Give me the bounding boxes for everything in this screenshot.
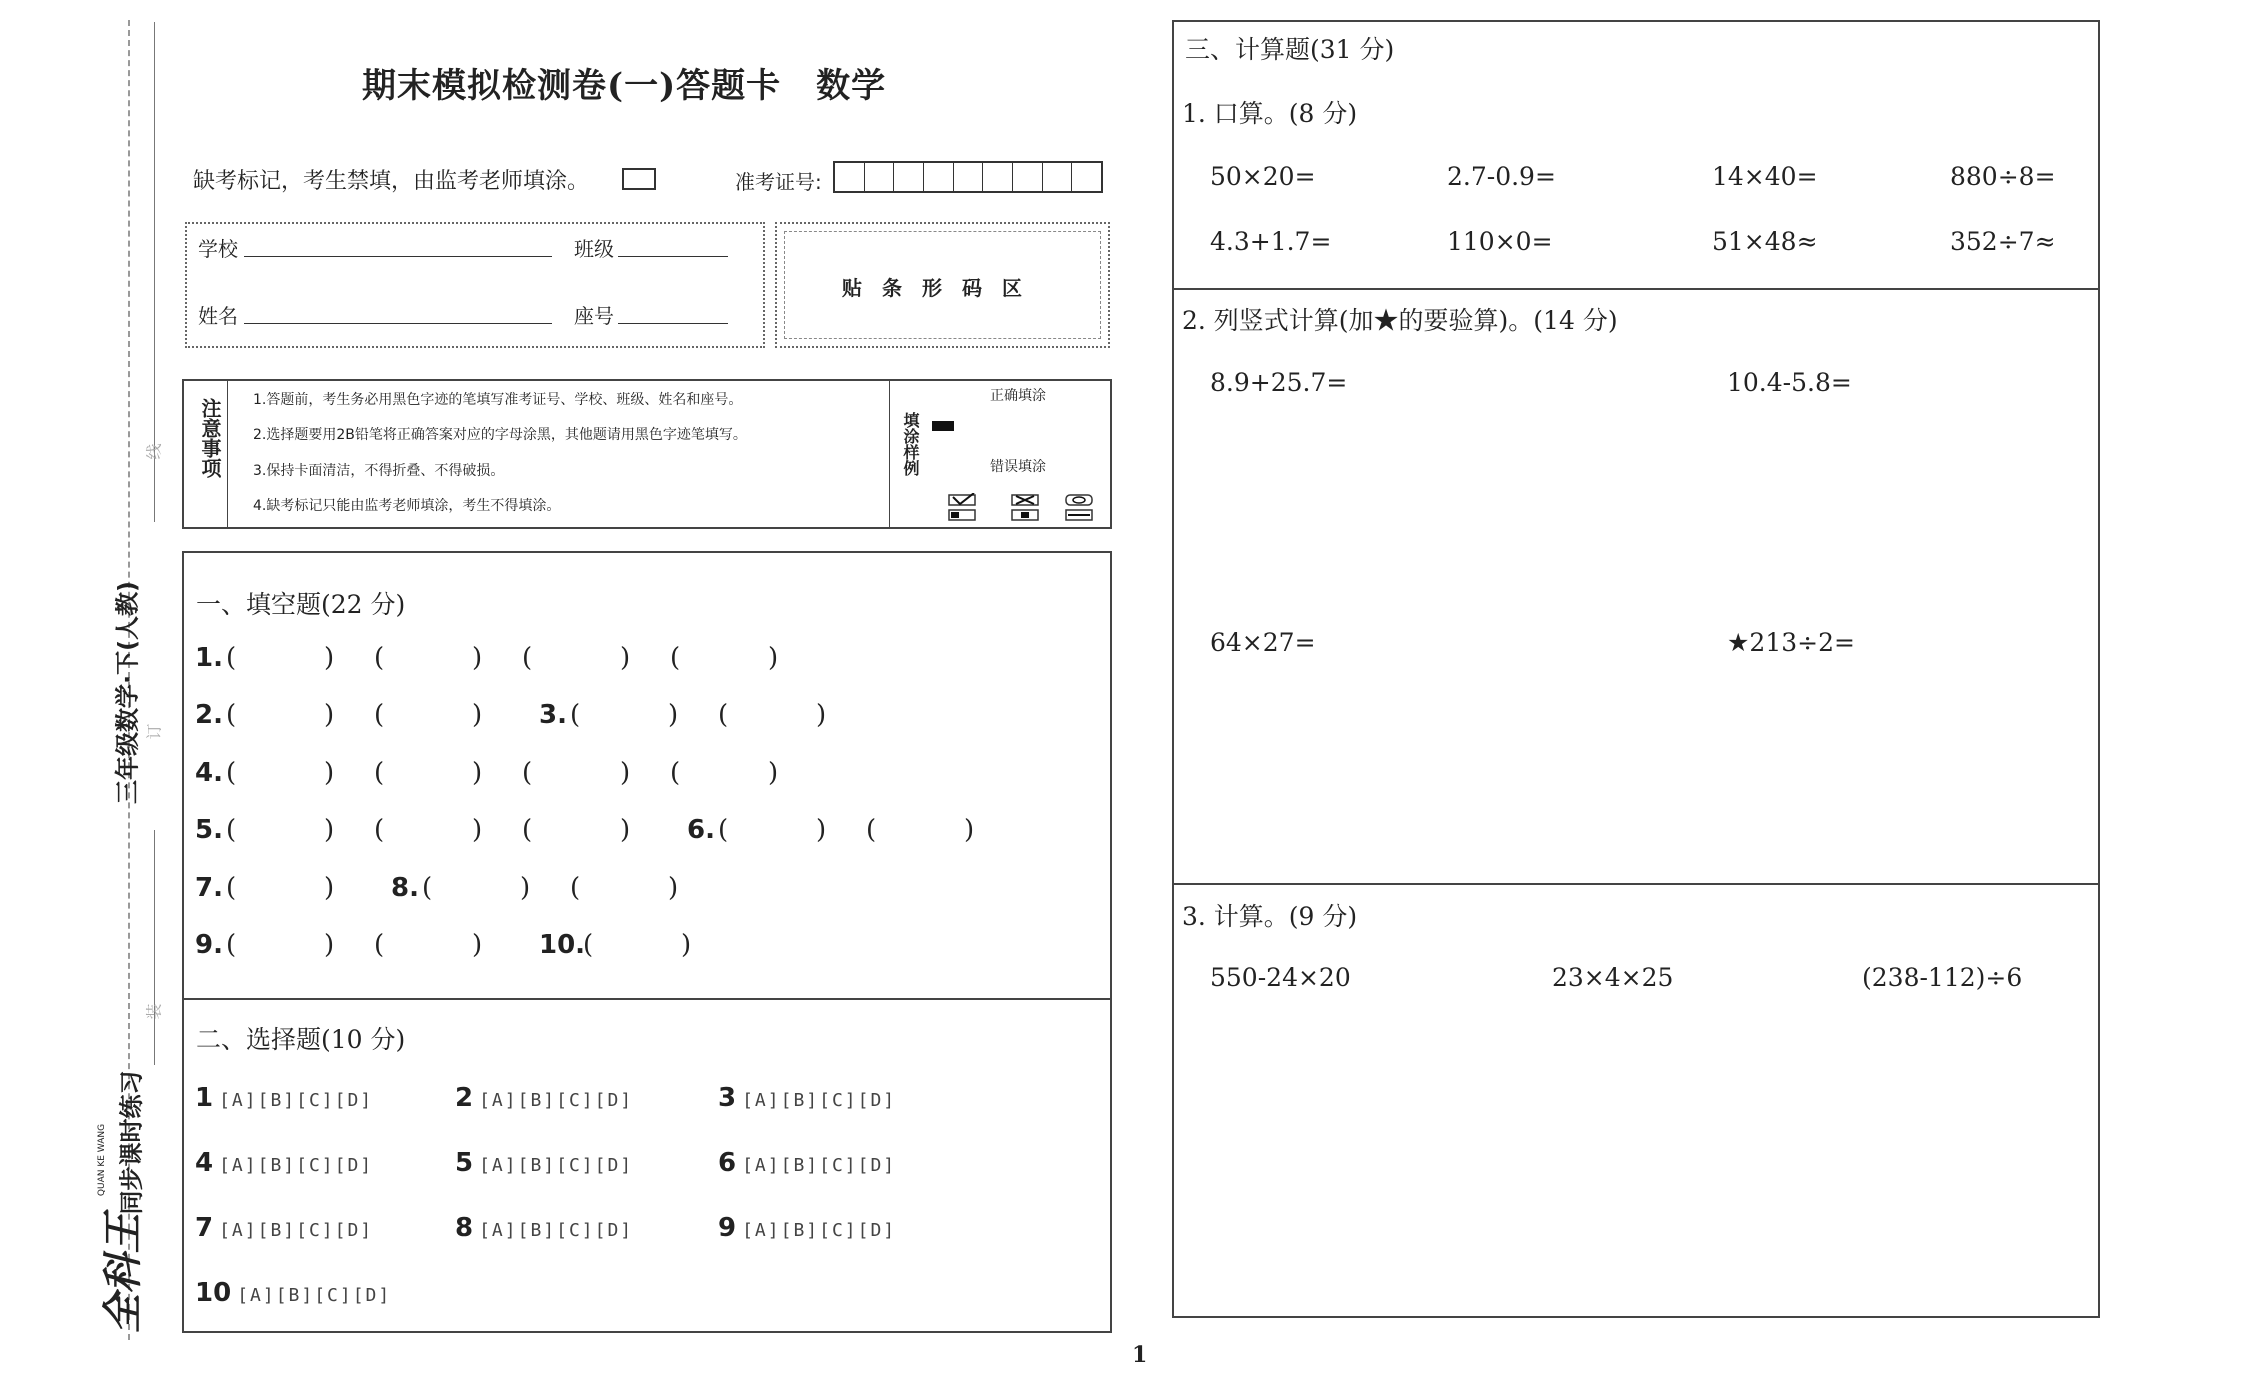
fill-example-label: 填涂样例: [901, 412, 920, 476]
choice-item[interactable]: [455, 1148, 633, 1178]
exam-id-cell[interactable]: [1042, 163, 1072, 191]
vertical-heading: 2. 列竖式计算(加★的要验算)。(14 分): [1182, 306, 1618, 335]
oral-heading: 1. 口算。(8 分): [1182, 99, 1358, 128]
exam-id-cell[interactable]: [1012, 163, 1042, 191]
absence-mark-box[interactable]: [622, 168, 656, 190]
exam-id-cell[interactable]: [1071, 163, 1101, 191]
exam-id-cell[interactable]: [953, 163, 983, 191]
correct-fill-sample: [932, 421, 954, 431]
choice-options[interactable]: [A][B][C][D]: [479, 1090, 634, 1111]
choice-options[interactable]: [A][B][C][D]: [237, 1285, 392, 1306]
choice-options[interactable]: [A][B][C][D]: [479, 1155, 634, 1176]
vertical-item-4: ★213÷2=: [1727, 628, 1855, 657]
wrong-fill-samples: [948, 493, 1098, 523]
spine-label: 三年级数学·下(人教): [113, 580, 142, 805]
compute-item-1: 550-24×20: [1210, 963, 1351, 992]
choice-options[interactable]: [A][B][C][D]: [742, 1090, 897, 1111]
notice-divider-left: [227, 380, 228, 528]
choice-item[interactable]: [195, 1148, 373, 1178]
class-field[interactable]: [618, 256, 728, 257]
calc-heading: 三、计算题(31 分): [1185, 35, 1395, 64]
choice-number: 4: [195, 1148, 214, 1178]
fill-blank-number: 5.: [195, 815, 223, 845]
choice-item[interactable]: [718, 1148, 896, 1178]
choice-number: 10: [195, 1278, 232, 1308]
oral-item: 50×20=: [1210, 162, 1316, 191]
school-field[interactable]: [244, 256, 552, 257]
choice-number: 6: [718, 1148, 737, 1178]
wrong-fill-icons: [948, 493, 1098, 523]
oral-item: 110×0=: [1447, 227, 1553, 256]
fill-blank-number: 8.: [391, 873, 419, 903]
fill-blank-number: 1.: [195, 643, 223, 673]
logo-pinyin: QUAN KE WANG: [97, 1123, 108, 1197]
choice-options[interactable]: [A][B][C][D]: [742, 1155, 897, 1176]
fill-blank-number: 2.: [195, 700, 223, 730]
notice-item-2: 2.选择题要用2B铅笔将正确答案对应的字母涂黑，其他题请用黑色字迹笔填写。: [253, 427, 747, 443]
seat-field[interactable]: [618, 323, 728, 324]
exam-id-cell[interactable]: [982, 163, 1012, 191]
logo-text: 全科王: [100, 1213, 147, 1334]
barcode-label: 贴 条 形 码 区: [842, 276, 1022, 300]
fill-blank-number: 9.: [195, 930, 223, 960]
absence-note: 缺考标记，考生禁填，由监考老师填涂。: [193, 169, 590, 194]
cut-mark-ding: 订: [144, 723, 164, 740]
choice-number: 8: [455, 1213, 474, 1243]
right-answer-box: [1172, 20, 2100, 1318]
oral-item: 51×48≈: [1712, 227, 1818, 256]
fill-blank-heading: 一、填空题(22 分): [196, 590, 406, 619]
exam-id-label: 准考证号:: [735, 170, 822, 194]
logo-sub: 同步课时练习: [117, 1070, 146, 1215]
name-field[interactable]: [244, 323, 552, 324]
vertical-item-2: 10.4-5.8=: [1727, 368, 1852, 397]
vertical-item-3: 64×27=: [1210, 628, 1316, 657]
oral-item: 4.3+1.7=: [1210, 227, 1332, 256]
choice-options[interactable]: [A][B][C][D]: [742, 1220, 897, 1241]
class-label: 班级: [574, 237, 614, 261]
cut-mark-xian: 线: [144, 443, 164, 460]
choice-number: 5: [455, 1148, 474, 1178]
fill-blank-number: 3.: [539, 700, 567, 730]
oral-item: 352÷7≈: [1950, 227, 2056, 256]
choice-number: 9: [718, 1213, 737, 1243]
choice-item[interactable]: [195, 1213, 373, 1243]
page-title: 期末模拟检测卷(一)答题卡 数学: [362, 66, 887, 106]
name-label: 姓名: [198, 304, 238, 328]
oral-item: 880÷8=: [1950, 162, 2056, 191]
spine-rule-bottom: [154, 830, 155, 1065]
choice-number: 1: [195, 1083, 214, 1113]
notice-item-3: 3.保持卡面清洁，不得折叠、不得破损。: [253, 463, 505, 479]
oral-item: 14×40=: [1712, 162, 1818, 191]
calc-divider-1: [1172, 288, 2100, 290]
student-info-box: [185, 222, 765, 348]
choice-number: 7: [195, 1213, 214, 1243]
choice-item[interactable]: [455, 1083, 633, 1113]
compute-heading: 3. 计算。(9 分): [1182, 902, 1358, 931]
notice-item-4: 4.缺考标记只能由监考老师填涂，考生不得填涂。: [253, 498, 561, 514]
exam-id-cell[interactable]: [893, 163, 923, 191]
calc-divider-2: [1172, 883, 2100, 885]
section-divider-1-2: [182, 998, 1112, 1000]
correct-fill-label: 正确填涂: [990, 388, 1046, 404]
exam-id-cell[interactable]: [923, 163, 953, 191]
choice-options[interactable]: [A][B][C][D]: [219, 1090, 374, 1111]
choice-number: 2: [455, 1083, 474, 1113]
notice-title: 注意事项: [198, 398, 222, 478]
page-number: 1: [1132, 1342, 1148, 1368]
seat-label: 座号: [574, 304, 614, 328]
oral-item: 2.7-0.9=: [1447, 162, 1556, 191]
exam-id-cell[interactable]: [835, 163, 864, 191]
choice-item[interactable]: [718, 1083, 896, 1113]
compute-item-3: (238-112)÷6: [1862, 963, 2023, 992]
choice-heading: 二、选择题(10 分): [196, 1025, 406, 1054]
choice-options[interactable]: [A][B][C][D]: [219, 1220, 374, 1241]
notice-item-1: 1.答题前，考生务必用黑色字迹的笔填写准考证号、学校、班级、姓名和座号。: [253, 392, 743, 408]
notice-divider-right: [889, 380, 890, 528]
fill-blank-number: 10.: [539, 930, 586, 960]
choice-item[interactable]: [195, 1278, 391, 1308]
choice-item[interactable]: [718, 1213, 896, 1243]
choice-number: 3: [718, 1083, 737, 1113]
wrong-fill-label: 错误填涂: [990, 459, 1046, 475]
cut-mark-zhuang: 装: [144, 1003, 164, 1020]
exam-id-cells[interactable]: [833, 161, 1103, 193]
vertical-item-1: 8.9+25.7=: [1210, 368, 1348, 397]
choice-item[interactable]: [195, 1083, 373, 1113]
fill-blank-number: 6.: [687, 815, 715, 845]
choice-options[interactable]: [A][B][C][D]: [219, 1155, 374, 1176]
fill-blank-number: 4.: [195, 758, 223, 788]
school-label: 学校: [198, 237, 238, 261]
choice-item[interactable]: [455, 1213, 633, 1243]
compute-item-2: 23×4×25: [1552, 963, 1674, 992]
choice-options[interactable]: [A][B][C][D]: [479, 1220, 634, 1241]
exam-id-cell[interactable]: [864, 163, 894, 191]
fill-blank-number: 7.: [195, 873, 223, 903]
